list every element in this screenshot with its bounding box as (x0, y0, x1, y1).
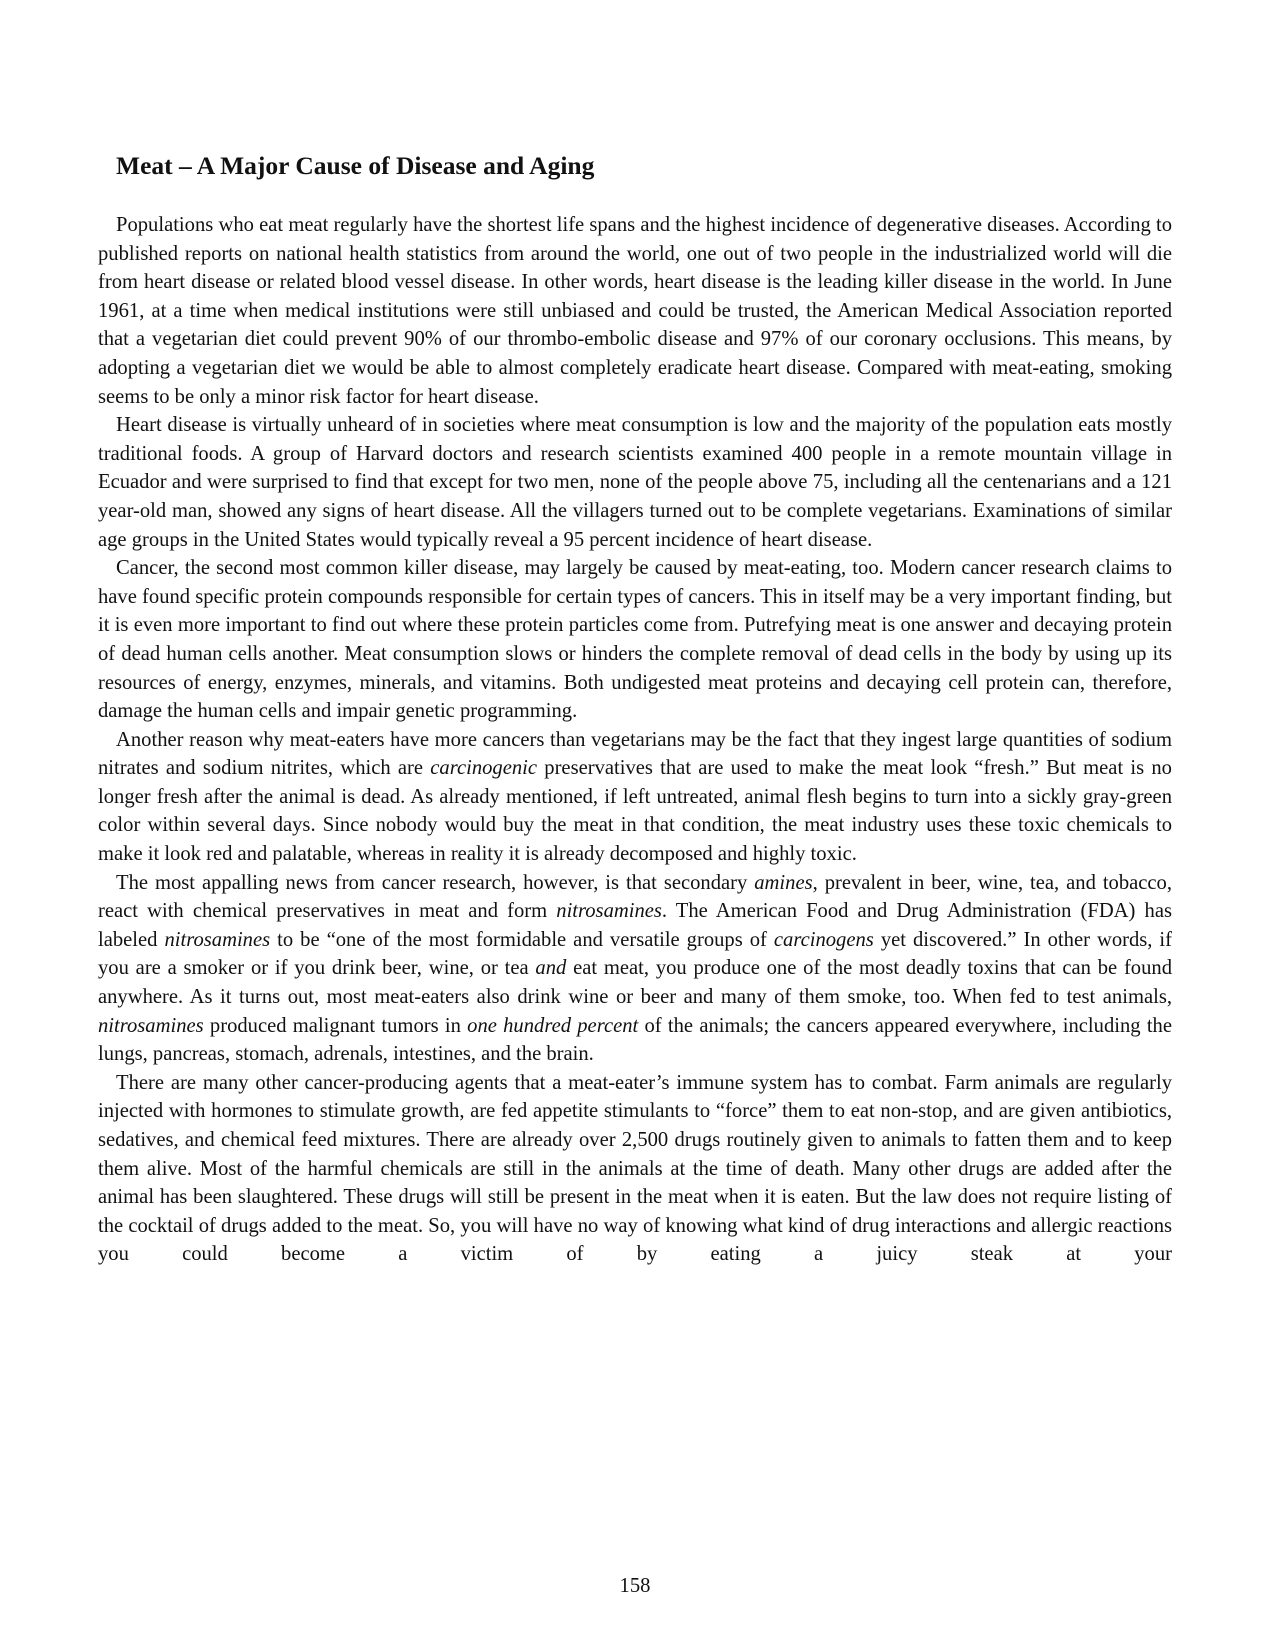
paragraph (98, 869, 1172, 1069)
text-run: eat meat, you produce one of the most deadly toxins that can be found anywhere. As it turns out, most meat-eaters also drink wine or beer and many of them smoke, too. When fed to test animals, (98, 957, 1172, 1009)
document-page (98, 0, 1172, 1650)
section-heading: Meat – A Major Cause of Disease and Aging (116, 151, 595, 180)
paragraph (98, 1069, 1172, 1269)
text-run: Another reason why meat-eaters have more cancers than vegetarians may be the fact that they ingest large quantities of sodium nitrates and sodium nitrites, which are (98, 728, 1172, 780)
text-run: produced malignant tumors in (203, 1014, 468, 1037)
italic-text: nitrosamines (164, 928, 271, 951)
text-run: , prevalent in beer, wine, tea, and tobacco, react with chemical preservatives in meat and form (98, 871, 1173, 923)
paragraph (98, 211, 1172, 411)
text-run: to be “one of the most formidable and versatile groups of (270, 928, 774, 951)
italic-text: carcinogenic (430, 757, 538, 780)
italic-text: nitrosamines (556, 900, 662, 923)
italic-text: amines (754, 871, 813, 894)
text-run: . The American Food and Drug Administration (FDA) has labeled (98, 900, 1172, 951)
paragraph (98, 554, 1172, 726)
page-number: 158 (619, 1575, 651, 1597)
text-run: of the animals; the cancers appeared everywhere, including the lungs, pancreas, stomach, adrenals, intestines, and the brain. (98, 1014, 1172, 1066)
italic-text: carcinogens (773, 928, 874, 951)
text-run: There are many other cancer-producing agents that a meat-eater’s immune system has to combat. Farm animals are regularly injected with hormones to stimulate growth, are fed appetite stimulants to “force” them to eat non-stop, and are given antibiotics, sedatives, and chemical feed mixtures. There are already over 2,500 drugs routinely given to animals to fatten them and to keep them alive. Most of the harmful chemicals are still in the animals at the time of death. Many other drugs are added after the animal has been slaughtered. These drugs will still be present in the meat when it is eaten. But the law does not require listing of the cocktail of drugs added to the meat. So, you will have no way of knowing what kind of drug interactions and allergic reactions you could become a victim of by eating a juicy steak at your (98, 1071, 1172, 1266)
text-run: Heart disease is virtually unheard of in societies where meat consumption is low and the majority of the population eats mostly traditional foods. A group of Harvard doctors and research scientists examined 400 people in a remote mountain village in Ecuador and were surprised to find that except for two men, none of the people above 75, including all the centenarians and a 121 year-old man, showed any signs of heart disease. All the villagers turned out to be complete vegetarians. Examinations of similar age groups in the United States would typically reveal a 95 percent incidence of heart disease. (98, 414, 1172, 551)
text-run: Cancer, the second most common killer disease, may largely be caused by meat-eating, too. Modern cancer research claims to have found specific protein compounds responsible for certain types of cancers. This in itself may be a very important finding, but it is even more important to find out where these protein particles come from. Putrefying meat is one answer and decaying protein of dead human cells another. Meat consumption slows or hinders the complete removal of dead cells in the body by using up its resources of energy, enzymes, minerals, and vitamins. Both undigested meat proteins and decaying cell protein can, therefore, damage the human cells and impair genetic programming. (98, 557, 1172, 723)
text-run: The most appalling news from cancer research, however, is that secondary (116, 871, 755, 894)
italic-text: one hundred percent (467, 1014, 639, 1037)
text-run: Populations who eat meat regularly have the shortest life spans and the highest incidence of degenerative diseases. According to published reports on national health statistics from around the world, one out of two people in the industrialized world will die from heart disease or related blood vessel disease. In other words, heart disease is the leading killer disease in the world. In June 1961, at a time when medical institutions were still unbiased and could be trusted, the American Medical Association reported that a vegetarian diet could prevent 90% of our thrombo-embolic disease and 97% of our coronary occlusions. This means, by adopting a vegetarian diet we would be able to almost completely eradicate heart disease. Compared with meat-eating, smoking seems to be only a minor risk factor for heart disease. (98, 214, 1172, 408)
italic-text: and (535, 957, 567, 980)
italic-text: nitrosamines (98, 1014, 204, 1037)
body-text (98, 211, 1172, 1269)
text-run: yet discovered.” In other words, if you are a smoker or if you drink beer, wine, or tea (98, 928, 1173, 980)
text-run: preservatives that are used to make the meat look “fresh.” But meat is no longer fresh after the animal is dead. As already mentioned, if left untreated, animal flesh begins to turn into a sickly gray-green color within several days. Since nobody would buy the meat in that condition, the meat industry uses these toxic chemicals to make it look red and palatable, whereas in reality it is already decomposed and highly toxic. (98, 757, 1172, 866)
paragraph (98, 411, 1172, 554)
paragraph (98, 726, 1172, 869)
